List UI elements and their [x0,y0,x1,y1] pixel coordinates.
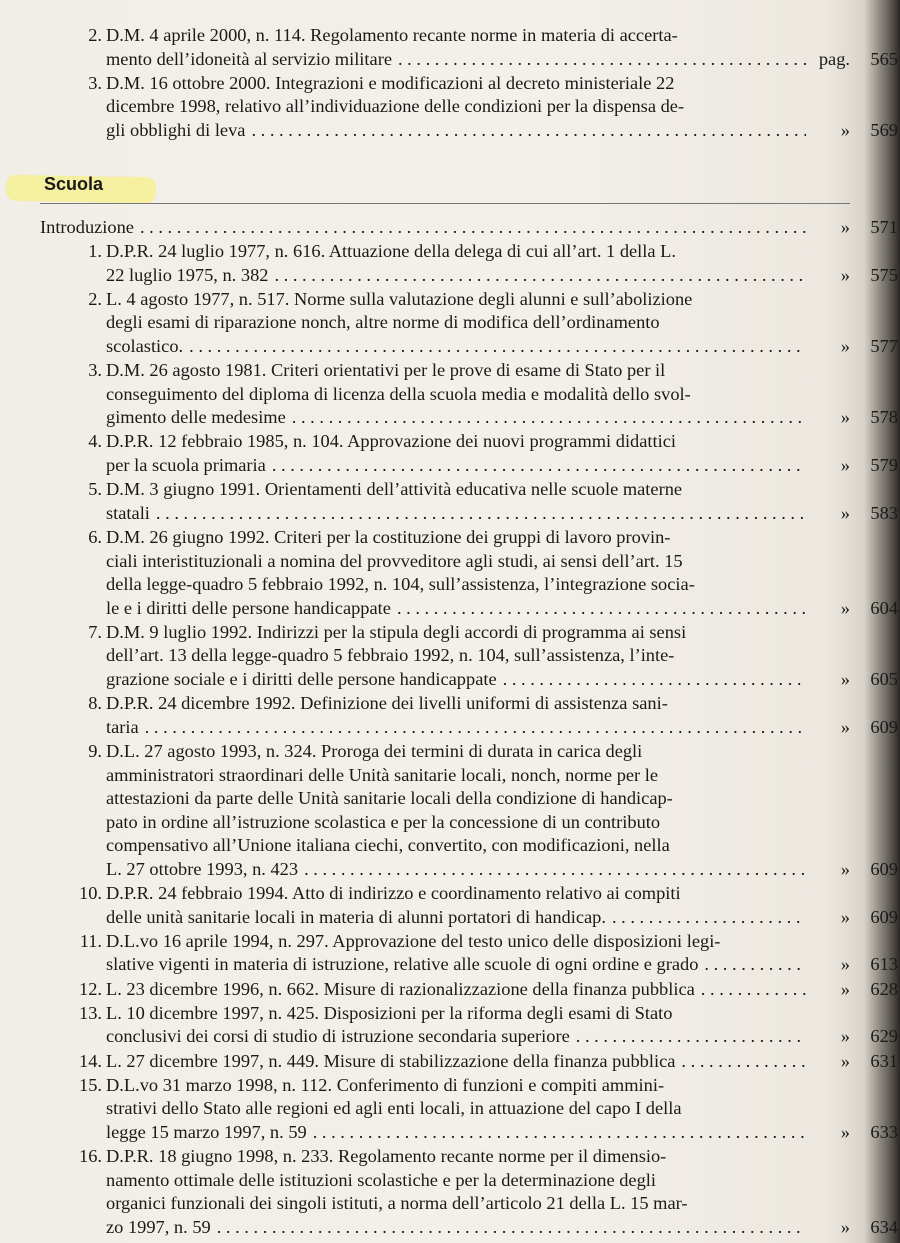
leader-dots [398,48,806,72]
entry-number: 14. [79,1050,102,1071]
entry-line: D.M. 26 agosto 1981. Criteri orientativi per le prove di esame di Stato per il [106,360,666,381]
leader-dots [217,1216,806,1240]
entry-text [106,72,806,143]
entry-line: ciali interistituzionali a nomina del provveditore agli studi, ai sensi dell’art. 15 [106,550,683,571]
entry-line: gli obblighi di leva [106,119,246,140]
entry-last-line [106,858,806,882]
entry-line: dicembre 1998, relativo all’individuazione delle condizioni per la dispensa de- [106,96,685,117]
entry-ref: » [840,407,850,428]
entry-line: slative vigenti in materia di istruzione, relative alle scuole di ogni ordine e grado [106,954,699,975]
entry-last-line [106,1216,806,1240]
entry-line: D.M. 26 giugno 1992. Criteri per la costituzione dei gruppi di lavoro provin- [106,526,671,547]
entry-ref: » [840,1121,850,1142]
entry-line: D.P.R. 18 giugno 1998, n. 233. Regolamento recante norme per il dimensio- [106,1146,667,1167]
entry-line: grazione sociale e i diritti delle persone handicappate [106,669,497,690]
entry-line: pato in ordine all’istruzione scolastica e per la concessione di un contributo [106,811,661,832]
entry-text [106,882,806,929]
entry-ref: » [840,978,850,999]
entry-line: D.M. 9 luglio 1992. Indirizzi per la stipula degli accordi di programma ai sensi [106,621,687,642]
entry-number: 13. [79,1002,102,1023]
entry-page: 629 [870,1026,898,1047]
leader-dots [576,1025,806,1049]
entry-line: D.P.R. 12 febbraio 1985, n. 104. Approvazione dei nuovi programmi didattici [106,431,677,452]
entry-number: 15. [79,1074,102,1095]
entry-line: D.M. 3 giugno 1991. Orientamenti dell’attività educativa nelle scuole materne [106,479,683,500]
entry-ref: » [840,954,850,975]
entry-page: 604 [870,597,898,618]
entry-text [106,1074,806,1145]
entry-line: scolastico. [106,335,184,356]
entry-line: della legge-quadro 5 febbraio 1992, n. 104, sull’assistenza, l’integrazione socia- [106,574,695,595]
leader-dots [313,1121,806,1145]
entry-page: 633 [870,1121,898,1142]
entry-line: L. 27 ottobre 1993, n. 423 [106,858,299,879]
entry-text [106,740,806,882]
entry-line: D.P.R. 24 luglio 1977, n. 616. Attuazione della delega di cui all’art. 1 della L. [106,241,676,261]
leader-dots [292,406,806,430]
entry-number: 4. [88,431,102,452]
leader-dots [274,264,806,288]
entry-number: 1. [88,241,102,261]
entry-page: 609 [870,859,898,879]
entry-number: 5. [88,479,102,500]
leader-dots [140,216,806,240]
entry-text [106,621,806,692]
leader-dots [612,906,806,930]
entry-last-line [106,668,806,692]
entry-line: taria [106,716,139,737]
entry-last-line [106,264,806,288]
leader-dots [251,119,806,143]
entry-number: 3. [88,360,102,381]
entry-ref: » [840,1050,850,1071]
entry-line: strativi dello Stato alle regioni ed agli enti locali, in attuazione del capo I della [106,1098,682,1119]
entry-line: organici funzionali dei singoli istituti, a norma dell’articolo 21 della L. 15 mar- [106,1193,688,1214]
entry-text [106,430,806,477]
entry-line: D.P.R. 24 febbraio 1994. Atto di indirizzo e coordinamento relativo ai compiti [106,883,681,904]
entry-last-line [106,502,806,526]
entry-page: 577 [870,335,898,356]
entry-page: 613 [870,954,898,975]
entry-number: 2. [88,25,102,45]
leader-dots [397,597,806,621]
entry-last-line [106,119,806,143]
leader-dots [189,335,806,359]
entry-line: 22 luglio 1975, n. 382 [106,264,269,285]
entry-text [106,359,806,430]
entry-text [106,24,806,71]
entry-text [106,1050,806,1074]
entry-number: 11. [79,930,102,951]
entry-line: amministratori straordinari delle Unità sanitarie locali, nonch, norme per le [106,764,659,785]
entry-last-line [106,953,806,977]
entry-page: 634 [870,1216,898,1237]
entry-page: 575 [870,264,898,285]
entry-ref: » [840,597,850,618]
entry-ref: » [840,906,850,927]
entry-last-line [106,1121,806,1145]
entry-page: 579 [870,455,898,476]
entry-last-line [106,906,806,930]
entry-page: 578 [870,407,898,428]
entry-line: gimento delle medesime [106,407,286,428]
entry-line: conseguimento del diploma di licenza della scuola media e modalità dello svol- [106,383,691,404]
entry-line: D.L.vo 31 marzo 1998, n. 112. Conferimento di funzioni e compiti ammini- [106,1074,665,1095]
intro-ref: » [840,217,850,237]
entry-text [106,478,806,525]
entry-line: L. 4 agosto 1977, n. 517. Norme sulla valutazione degli alunni e sull’abolizione [106,288,693,309]
entry-number: 6. [88,526,102,547]
entry-page: 631 [870,1050,898,1071]
entry-number: 2. [88,288,102,309]
entry-line: le e i diritti delle persone handicappate [106,597,391,618]
leader-dots [304,858,806,882]
entry-last-line [106,406,806,430]
entry-line: D.M. 4 aprile 2000, n. 114. Regolamento recante norme in materia di accerta- [106,25,678,45]
entry-line: L. 10 dicembre 1997, n. 425. Disposizioni per la riforma degli esami di Stato [106,1002,673,1023]
entry-last-line [106,597,806,621]
entry-ref: » [840,264,850,285]
entry-line: compensativo all’Unione italiana ciechi, convertito, con modificazioni, nella [106,835,670,856]
entry-line: statali [106,502,150,523]
entry-line: dell’art. 13 della legge-quadro 5 febbraio 1992, n. 104, sull’assistenza, l’inte- [106,645,675,666]
entry-last-line [106,1025,806,1049]
entry-ref: » [840,455,850,476]
entry-line: legge 15 marzo 1997, n. 59 [106,1121,307,1142]
entry-text [106,526,806,620]
entry-page: 605 [870,669,898,690]
entry-line: mento dell’idoneità al servizio militare [106,48,392,69]
entry-text [106,288,806,359]
entry-ref: » [840,716,850,737]
entry-line: D.L. 27 agosto 1993, n. 324. Proroga dei termini di durata in carica degli [106,741,643,761]
leader-dots [503,668,806,692]
entry-text [106,930,806,977]
entry-number: 12. [79,978,102,999]
entry-text [106,1002,806,1049]
entry-page: 565 [870,48,898,69]
entry-text [106,1145,806,1239]
entry-ref: pag. [818,48,850,69]
intro-page: 571 [870,217,898,237]
entry-page: 609 [870,716,898,737]
entry-number: 8. [88,693,102,714]
entry-line: degli esami di riparazione nonch, altre norme di modifica dell’ordinamento [106,312,660,333]
entry-ref: » [840,502,850,523]
entry-number: 16. [79,1146,102,1167]
section-rule [40,203,850,204]
entry-ref: » [840,335,850,356]
entry-line: conclusivi dei corsi di studio di istruzione secondaria superiore [106,1026,570,1047]
entry-last-line [106,48,806,72]
entry-line: L. 27 dicembre 1997, n. 449. Misure di stabilizzazione della finanza pubblica [106,1050,676,1071]
entry-ref: » [840,1216,850,1237]
entry-line: zo 1997, n. 59 [106,1216,211,1237]
entry-number: 10. [79,883,102,904]
entry-last-line [106,335,806,359]
entry-line: namento ottimale delle istituzioni scolastiche e per la determinazione degli [106,1169,656,1190]
entry-line: L. 23 dicembre 1996, n. 662. Misure di razionalizzazione della finanza pubblica [106,978,695,999]
entry-ref: » [840,1026,850,1047]
entry-line: per la scuola primaria [106,455,266,476]
entry-text [106,692,806,739]
intro-label: Introduzione [40,217,134,237]
entry-line: D.L.vo 16 aprile 1994, n. 297. Approvazione del testo unico delle disposizioni legi- [106,930,721,951]
entry-line: attestazioni da parte delle Unità sanitarie locali della condizione di handicap- [106,788,673,809]
entry-number: 7. [88,621,102,642]
entry-line: D.P.R. 24 dicembre 1992. Definizione dei livelli uniformi di assistenza sani- [106,693,668,714]
entry-text [106,240,806,287]
entry-last-line [106,454,806,478]
entry-page: 583 [870,502,898,523]
entry-last-line [106,716,806,740]
entry-number: 3. [88,72,102,93]
entry-text [106,978,806,1002]
leader-dots [145,716,806,740]
entry-ref: » [840,859,850,879]
entry-last-line [106,1050,806,1074]
entry-ref: » [840,669,850,690]
entry-number: 9. [88,741,102,761]
entry-page: 628 [870,978,898,999]
entry-line: D.M. 16 ottobre 2000. Integrazioni e modificazioni al decreto ministeriale 22 [106,72,675,93]
entry-ref: » [840,119,850,140]
entry-page: 569 [870,119,898,140]
entry-line: delle unità sanitarie locali in materia di alunni portatori di handicap. [106,906,606,927]
entry-page: 609 [870,906,898,927]
section-heading: Scuola [44,174,104,194]
entry-last-line [106,978,806,1002]
leader-dots [272,454,806,478]
leader-dots [156,502,806,526]
